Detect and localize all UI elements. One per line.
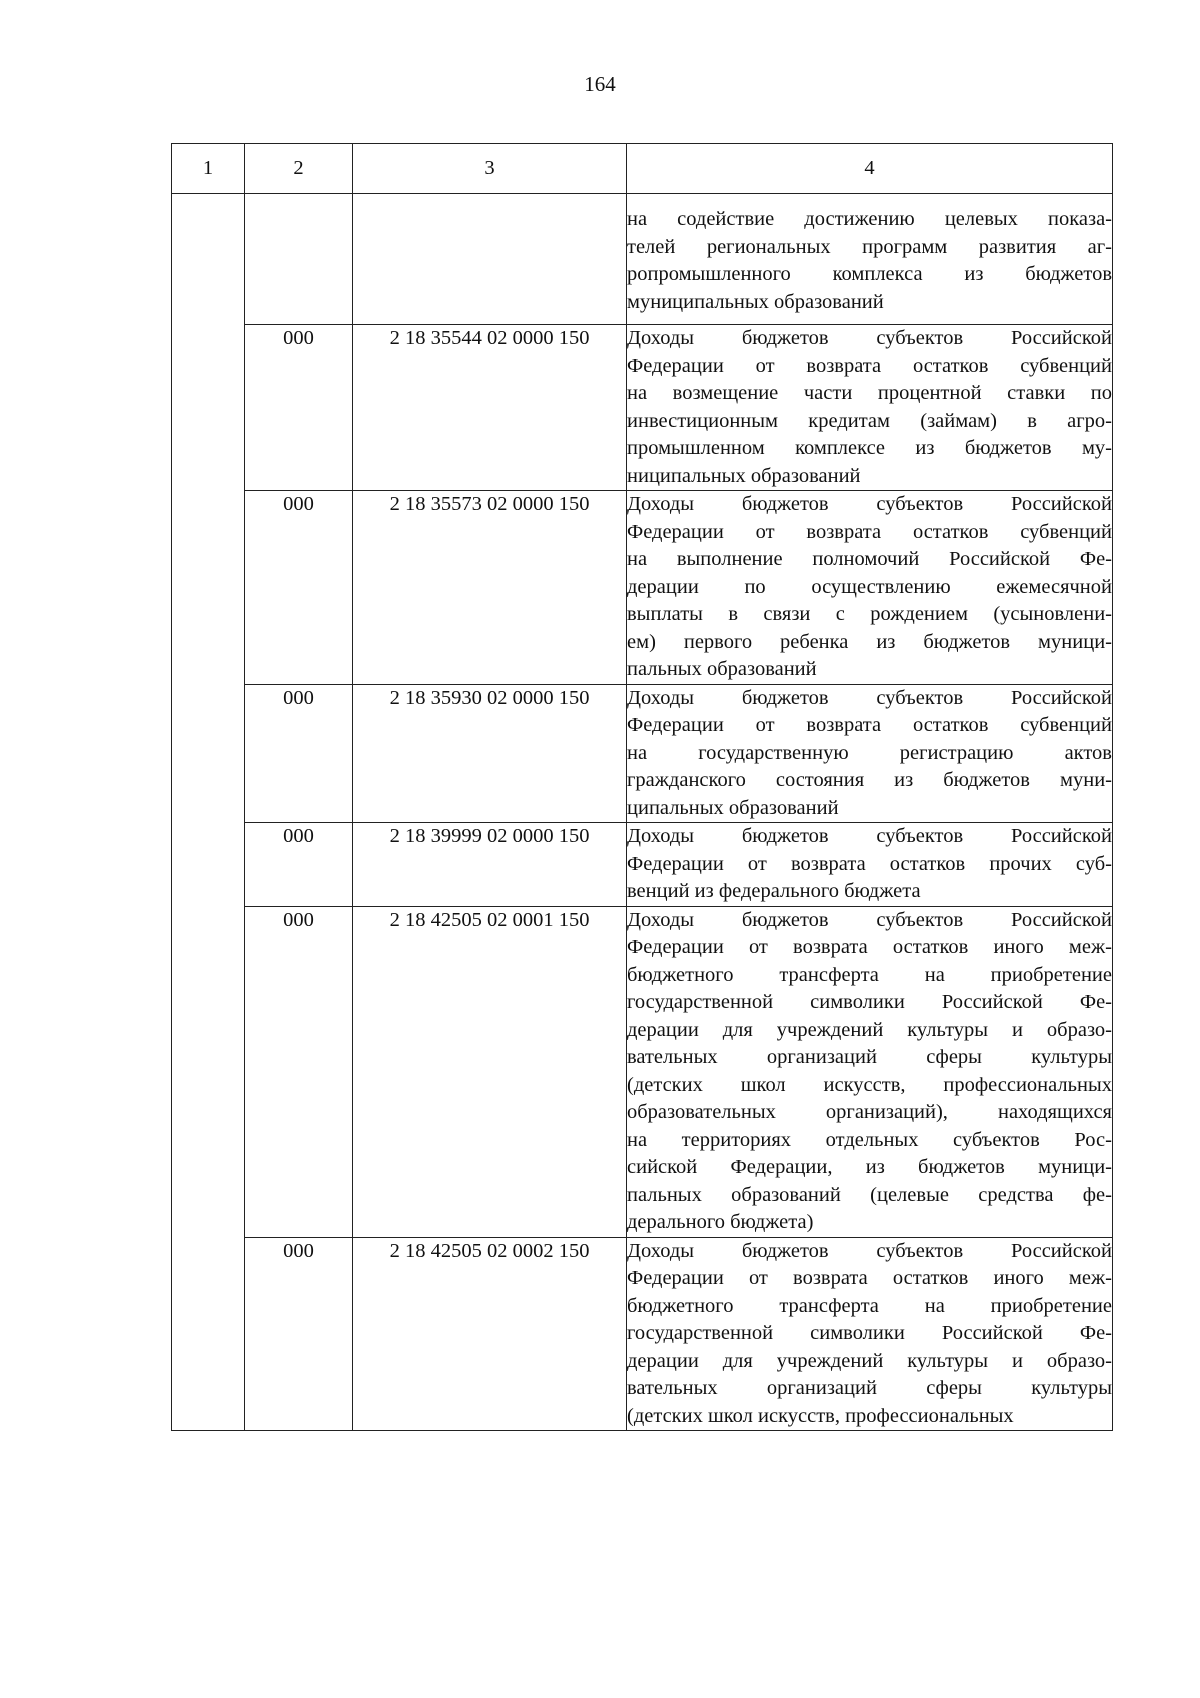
budget-code-cell: 2 18 42505 02 0001 150 (353, 906, 627, 1237)
description-line: на государственную регистрацию актов (627, 741, 1112, 764)
description-line: дерации для учреждений культуры и образо- (627, 1018, 1112, 1041)
administrator-code-cell: 000 (245, 823, 353, 907)
table-row (172, 491, 1113, 685)
description-line: Доходы бюджетов субъектов Российской (627, 908, 1112, 931)
description-line: (детских школ искусств, профессиональных (627, 1073, 1112, 1096)
header-col-4: 4 (627, 144, 1113, 194)
description-line: бюджетного трансферта на приобретение (627, 1294, 1112, 1317)
budget-code-cell: 2 18 35544 02 0000 150 (353, 325, 627, 491)
description-cell (627, 906, 1113, 1237)
description-line: ниципальных образований (627, 464, 861, 487)
description-line: образовательных организаций), находящихся (627, 1101, 1112, 1123)
description-cell (627, 684, 1113, 823)
description-line: Доходы бюджетов субъектов Российской (627, 493, 1112, 515)
description-line: государственной символики Российской Фе- (627, 1322, 1112, 1344)
description-line: выплаты в связи с рождением (усыновлени- (627, 603, 1112, 625)
description-line: государственной символики Российской Фе- (627, 991, 1112, 1013)
description-line: Федерации от возврата остатков прочих суб- (627, 852, 1112, 875)
description-line: бюджетного трансферта на приобретение (627, 963, 1112, 986)
description-line: Федерации от возврата остатков субвенций (627, 354, 1112, 377)
administrator-code-cell: 000 (245, 325, 353, 491)
header-col-2: 2 (245, 144, 353, 194)
description-line: муниципальных образований (627, 290, 884, 313)
table-row (172, 684, 1113, 823)
description-cell (627, 491, 1113, 685)
description-line: ципальных образований (627, 796, 839, 819)
page-number: 164 (584, 72, 616, 96)
description-line: Доходы бюджетов субъектов Российской (627, 1239, 1112, 1262)
administrator-code-cell: 000 (245, 906, 353, 1237)
budget-classification-table (171, 143, 1113, 1431)
header-row (172, 144, 1113, 194)
budget-code-cell (353, 194, 627, 325)
description-cell (627, 325, 1113, 491)
description-line: вательных организаций сферы культуры (627, 1046, 1112, 1068)
description-line: сийской Федерации, из бюджетов муници- (627, 1156, 1112, 1178)
table-row (172, 823, 1113, 907)
description-cell (627, 194, 1113, 325)
table-body (172, 194, 1113, 1431)
description-cell (627, 823, 1113, 907)
administrator-code-cell (245, 194, 353, 325)
administrator-code-cell: 000 (245, 491, 353, 685)
table-row (172, 194, 1113, 325)
description-line: Федерации от возврата остатков иного меж- (627, 936, 1112, 958)
administrator-code-cell: 000 (245, 1237, 353, 1431)
budget-code-cell: 2 18 35573 02 0000 150 (353, 491, 627, 685)
description-line: гражданского состояния из бюджетов муни- (627, 769, 1112, 791)
description-line: Федерации от возврата остатков иного меж- (627, 1267, 1112, 1289)
description-line: дерации по осуществлению ежемесячной (627, 575, 1112, 598)
budget-code-cell: 2 18 39999 02 0000 150 (353, 823, 627, 907)
description-line: ропромышленного комплекса из бюджетов (627, 263, 1112, 285)
description-line: на территориях отдельных субъектов Рос- (627, 1128, 1112, 1151)
description-line: пальных образований (627, 658, 817, 680)
description-line: Доходы бюджетов субъектов Российской (627, 327, 1112, 349)
description-line: Федерации от возврата остатков субвенций (627, 714, 1112, 736)
description-line: промышленном комплексе из бюджетов му- (627, 437, 1112, 459)
description-line: дерального бюджета) (627, 1211, 814, 1233)
description-line: инвестиционным кредитам (займам) в агро- (627, 409, 1112, 432)
administrator-code-cell: 000 (245, 684, 353, 823)
header-col-3: 3 (353, 144, 627, 194)
table-row (172, 1237, 1113, 1431)
table-row (172, 325, 1113, 491)
description-line: Федерации от возврата остатков субвенций (627, 520, 1112, 543)
description-cell (627, 1237, 1113, 1431)
description-line: на выполнение полномочий Российской Фе- (627, 548, 1112, 570)
budget-code-cell: 2 18 35930 02 0000 150 (353, 684, 627, 823)
description-line: ем) первого ребенка из бюджетов муници- (627, 630, 1112, 653)
description-line: телей региональных программ развития аг- (627, 235, 1112, 258)
description-line: Доходы бюджетов субъектов Российской (627, 686, 1112, 709)
budget-code-cell: 2 18 42505 02 0002 150 (353, 1237, 627, 1431)
header-col-1: 1 (172, 144, 245, 194)
description-line: на содействие достижению целевых показа- (627, 208, 1112, 230)
description-line: дерации для учреждений культуры и образо- (627, 1349, 1112, 1372)
description-line: венций из федерального бюджета (627, 880, 921, 902)
table-row (172, 906, 1113, 1237)
description-line: вательных организаций сферы культуры (627, 1377, 1112, 1399)
column-1-cell (172, 194, 245, 1431)
description-line: на возмещение части процентной ставки по (627, 382, 1112, 404)
description-line: пальных образований (целевые средства фе- (627, 1183, 1112, 1206)
description-line: (детских школ искусств, профессиональных (627, 1404, 1014, 1427)
description-line: Доходы бюджетов субъектов Российской (627, 825, 1112, 847)
